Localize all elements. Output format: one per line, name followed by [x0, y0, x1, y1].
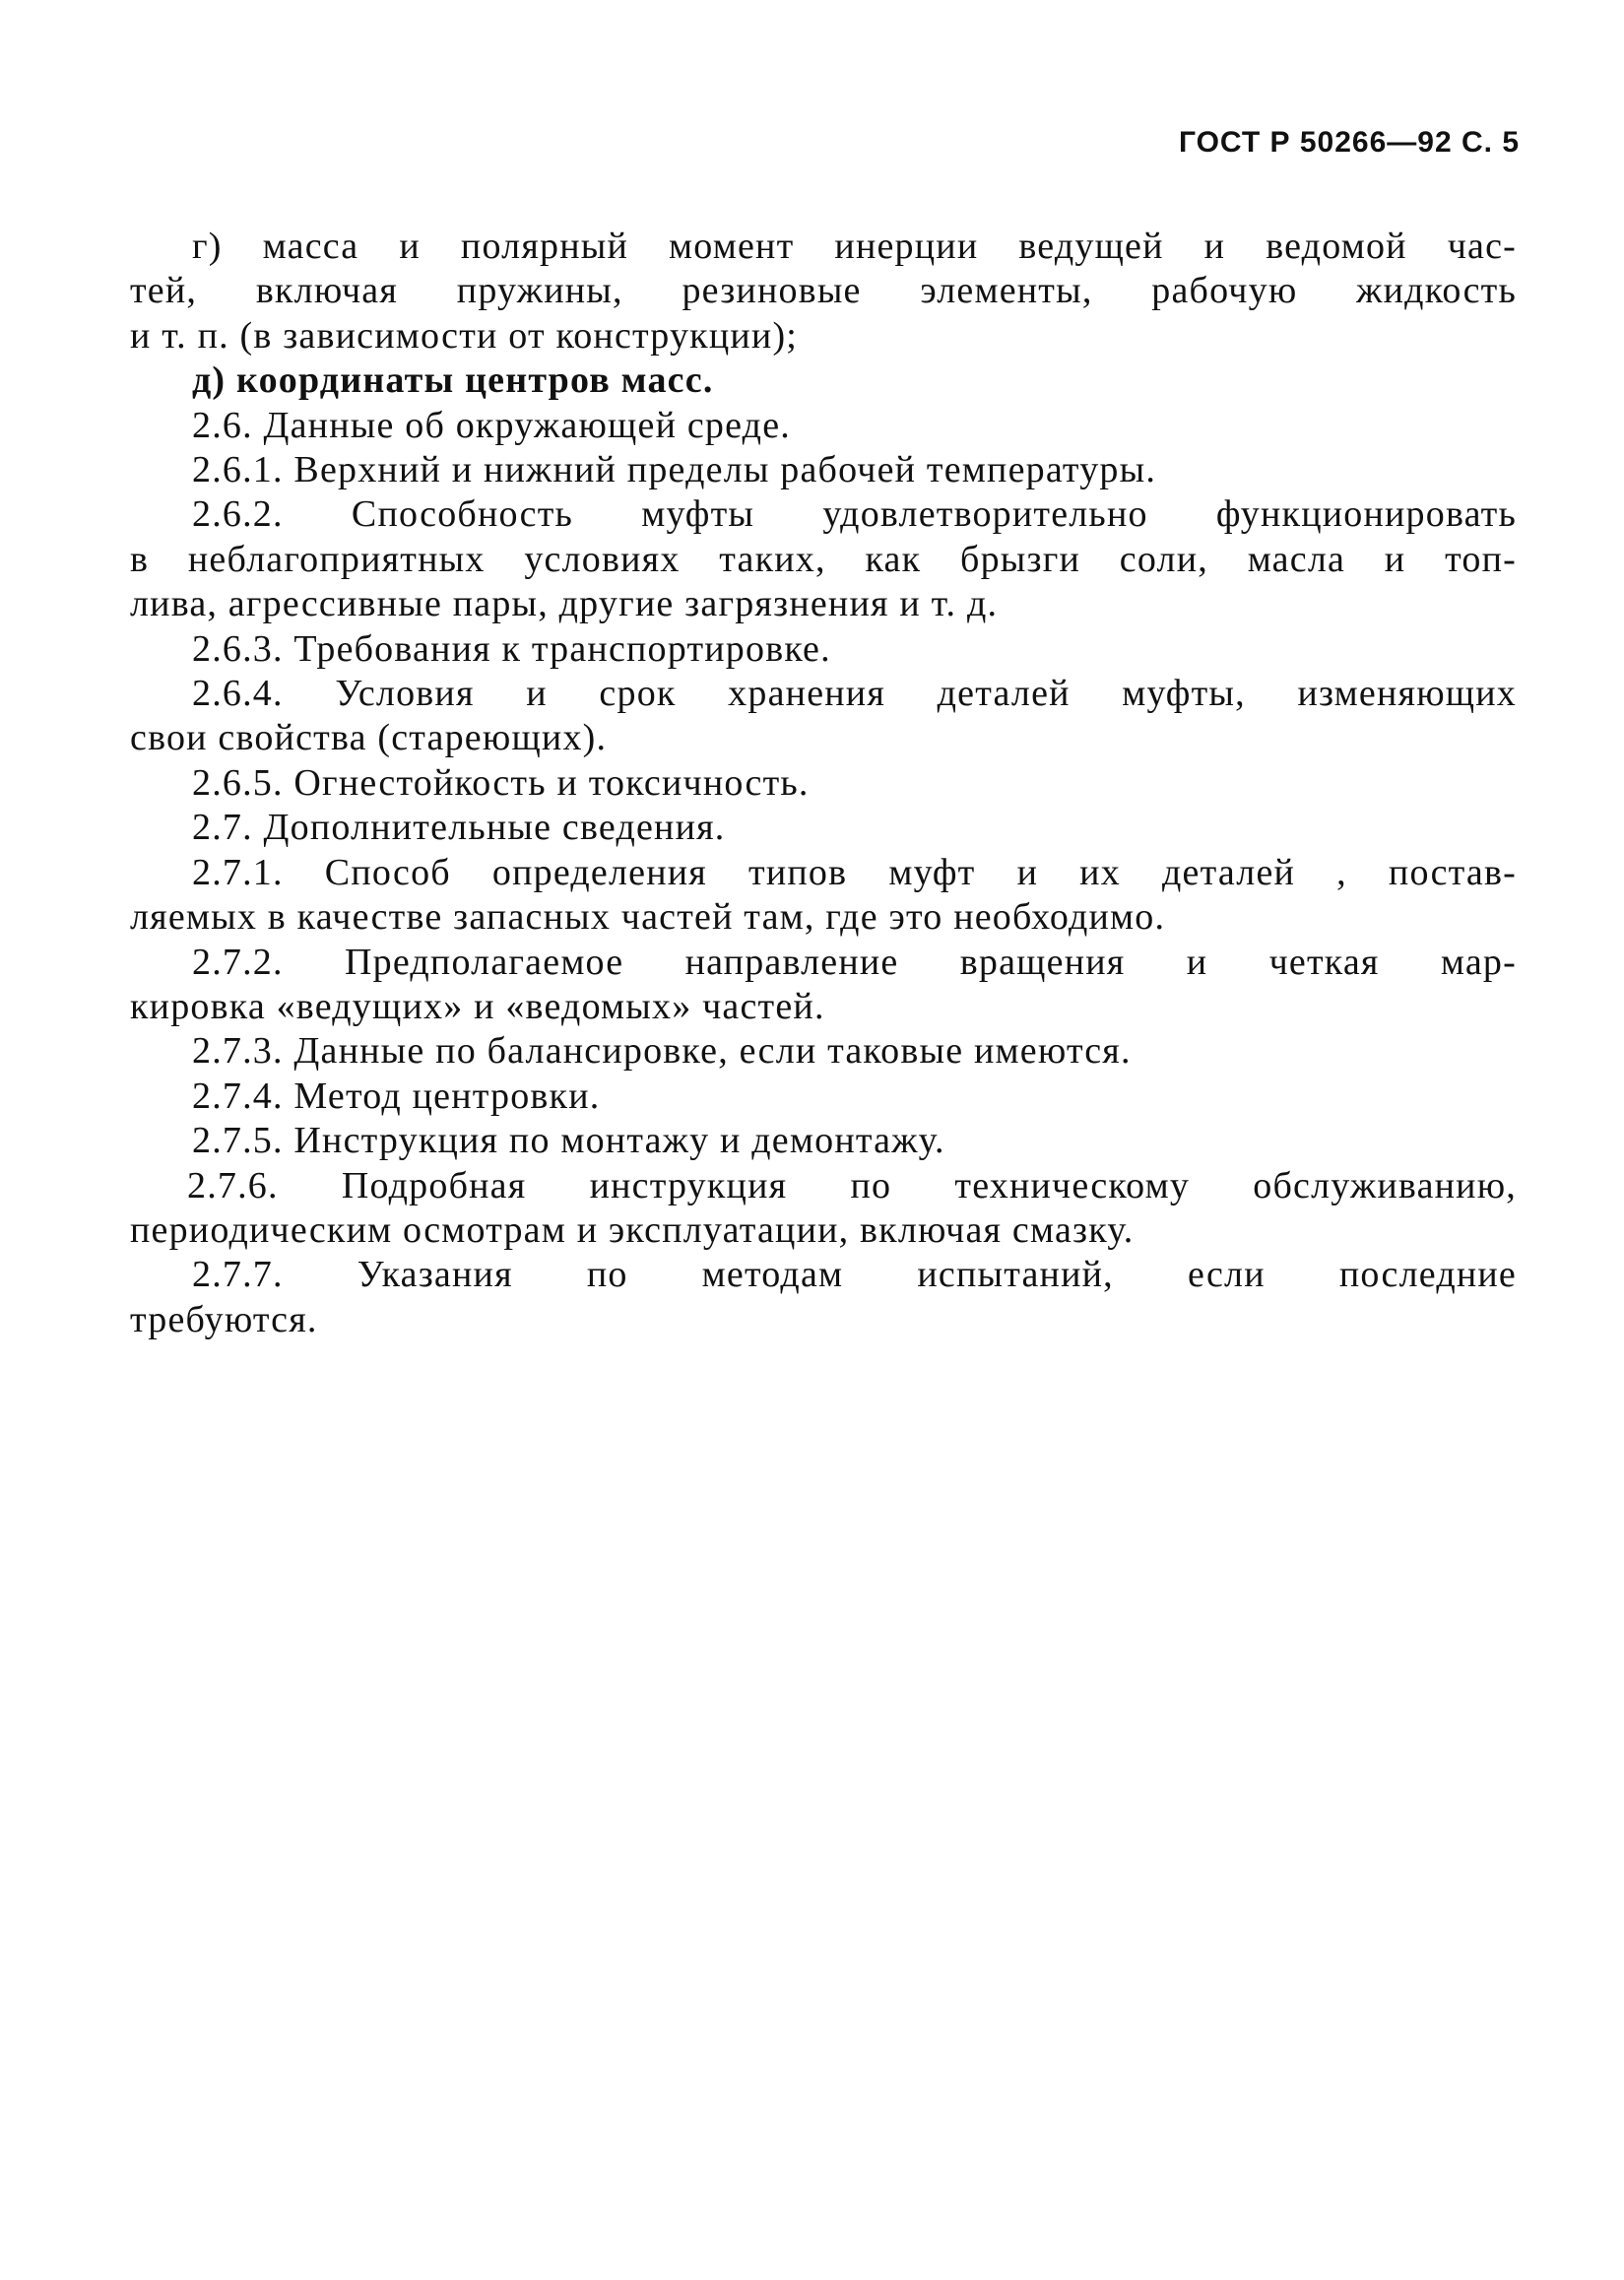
text-line: лива, агрессивные пары, другие загрязнения и т. д.	[130, 583, 999, 625]
text-line: кировка «ведущих» и «ведомых» частей.	[130, 985, 825, 1027]
document-body	[130, 225, 1517, 1342]
text-line: 2.6.4. Условия и срок хранения деталей муфты, изменяющих	[192, 673, 1517, 715]
section-heading: 2.6. Данные об окружающей среде.	[192, 404, 791, 446]
text-line: периодическим осмотрам и эксплуатации, включая смазку.	[130, 1208, 1135, 1251]
text-line: 2.7.3. Данные по балансировке, если таковые имеются.	[192, 1030, 1132, 1073]
text-line: г) масса и полярный момент инерции ведущей и ведомой час-	[192, 226, 1517, 267]
text-line: 2.6.5. Огнестойкость и токсичность.	[192, 761, 810, 804]
text-line: д) координаты центров масс.	[192, 359, 714, 402]
text-line: 2.6.3. Требования к транспортировке.	[192, 627, 831, 670]
text-line: ляемых в качестве запасных частей там, где это необходимо.	[130, 896, 1166, 939]
text-line: свои свойства (стареющих).	[130, 717, 608, 759]
text-line: 2.6.1. Верхний и нижний пределы рабочей температуры.	[192, 449, 1157, 491]
text-line: 2.6.2. Способность муфты удовлетворительно функционировать	[192, 493, 1517, 536]
text-line: и т. п. (в зависимости от конструкции);	[130, 314, 799, 357]
page-header: ГОСТ Р 50266—92 С. 5	[1178, 126, 1520, 159]
section-heading: 2.7. Дополнительные сведения.	[192, 807, 726, 849]
text-line: требуются.	[130, 1298, 318, 1340]
text-line: 2.7.6. Подробная инструкция по техническому обслуживанию,	[187, 1164, 1517, 1206]
text-line: тей, включая пружины, резиновые элементы, рабочую жидкость	[130, 270, 1517, 312]
text-line: в неблагоприятных условиях таких, как брызги соли, масла и топ-	[130, 538, 1517, 580]
text-line: 2.7.5. Инструкция по монтажу и демонтажу.	[192, 1120, 945, 1162]
text-line: 2.7.1. Способ определения типов муфт и их деталей , постав-	[192, 851, 1517, 893]
text-line: 2.7.4. Метод центровки.	[192, 1075, 601, 1117]
text-line: 2.7.2. Предполагаемое направление вращения и четкая мар-	[192, 941, 1517, 983]
text-line: 2.7.7. Указания по методам испытаний, если последние	[192, 1254, 1517, 1296]
